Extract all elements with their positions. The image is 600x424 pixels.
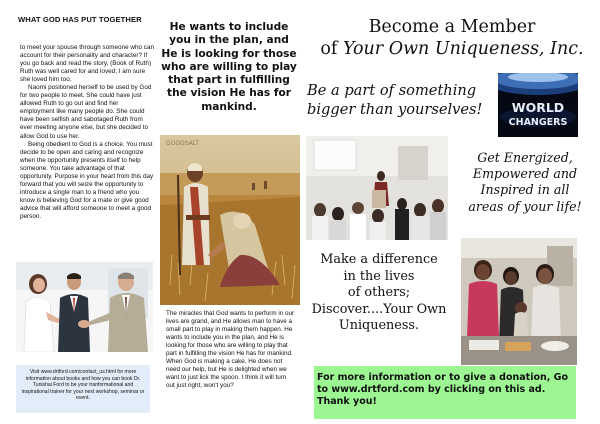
contact-info-box	[16, 365, 150, 413]
logo-world-text: WORLD	[511, 100, 565, 115]
right-column	[304, 0, 600, 424]
make-difference-tagline	[304, 252, 454, 335]
world-changers-logo	[498, 73, 578, 137]
energized-line-1: Get Energized,	[477, 150, 573, 165]
middle-headline: He wants to include you in the plan, and He is looking for those who are willing to play that part in fulfilling the vision He has for mankind.	[161, 21, 297, 113]
article-paragraph-3: Being obedient to God is a choice. You must decide to be open and caring and recognize when the opportunity presents itself to help someone. You take advantage of that opportunity. Purpose in your heart from this day forward that you will seize the opportunity to introduce a single man to a friend who you know is believing God for a mate or give good advice that will afford someone to meet a good person.	[20, 140, 154, 220]
left-column	[0, 0, 156, 424]
difference-line-4: Discover....Your Own	[311, 301, 447, 317]
energized-line-4: areas of your life!	[468, 198, 582, 214]
ruth-boaz-illustration	[160, 135, 300, 305]
energized-line-3: Inspired in all	[480, 182, 570, 198]
member-title-prefix: of	[320, 39, 343, 59]
contact-text: Visit www.drtford.com/contact_us.html for more information about books and how you can book Dr. Tunishai Ford to be your tranformational and inspirational trainer for your next workshop, seminar or event.	[21, 369, 145, 402]
difference-line-2: in the lives	[343, 268, 415, 284]
photo-watermark: GOODSALT	[166, 140, 199, 147]
difference-line-1: Make a difference	[320, 252, 438, 267]
company-name: Your Own Uniqueness, Inc.	[342, 39, 584, 59]
logo-changers-text: CHANGERS	[508, 117, 568, 128]
member-title-line-1: Become a Member	[368, 17, 536, 37]
meeting-photo	[306, 136, 448, 240]
article-body	[20, 44, 154, 221]
be-part-line-1: Be a part of something	[307, 82, 477, 99]
donation-info-text: For more information or to give a donation, Go to www.drtford.com by clicking on this ad. Thank you!	[317, 372, 568, 408]
group-photo	[461, 238, 577, 365]
member-title-line-2	[304, 39, 600, 59]
difference-line-5: Uniqueness.	[338, 318, 420, 334]
middle-column	[156, 0, 304, 424]
donation-info-box[interactable]	[314, 366, 576, 419]
energized-line-2: Empowered and	[472, 166, 578, 182]
handshake-photo	[16, 262, 153, 352]
be-part-tagline	[307, 82, 497, 119]
difference-line-3: of others;	[347, 285, 411, 301]
middle-body-text: The miracles that God wants to perform in our lives are grand, and He allows man to have a small part to play in making them happen. He wants to include you in the plan, and He is looking for those who are willing to play that part in fulfilling the vision He has for mankind. When God is making a cake, He does not need our help, but He is delighted when we want to just lick the spoon. I think it will turn out just right, won't you?	[166, 310, 295, 390]
article-paragraph-1: to meet your spouse through someone who can account for their personality and character? If you go back and read the story, (Book of Ruth) Ruth was well cared for and loved; I am sure she loved him too.	[20, 44, 155, 84]
article-paragraph-2: Naomi positioned herself to be used by God for two people to meet. She could have just allowed Ruth to go out and find her employment like many people do. She could have been selfish and sabotaged Ruth from ever meeting anyone else, but she decided to allow God to use her.	[20, 84, 152, 140]
section-heading: WHAT GOD HAS PUT TOGETHER	[18, 15, 142, 24]
energized-tagline	[450, 150, 600, 215]
be-part-line-2: bigger than yourselves!	[307, 100, 483, 118]
